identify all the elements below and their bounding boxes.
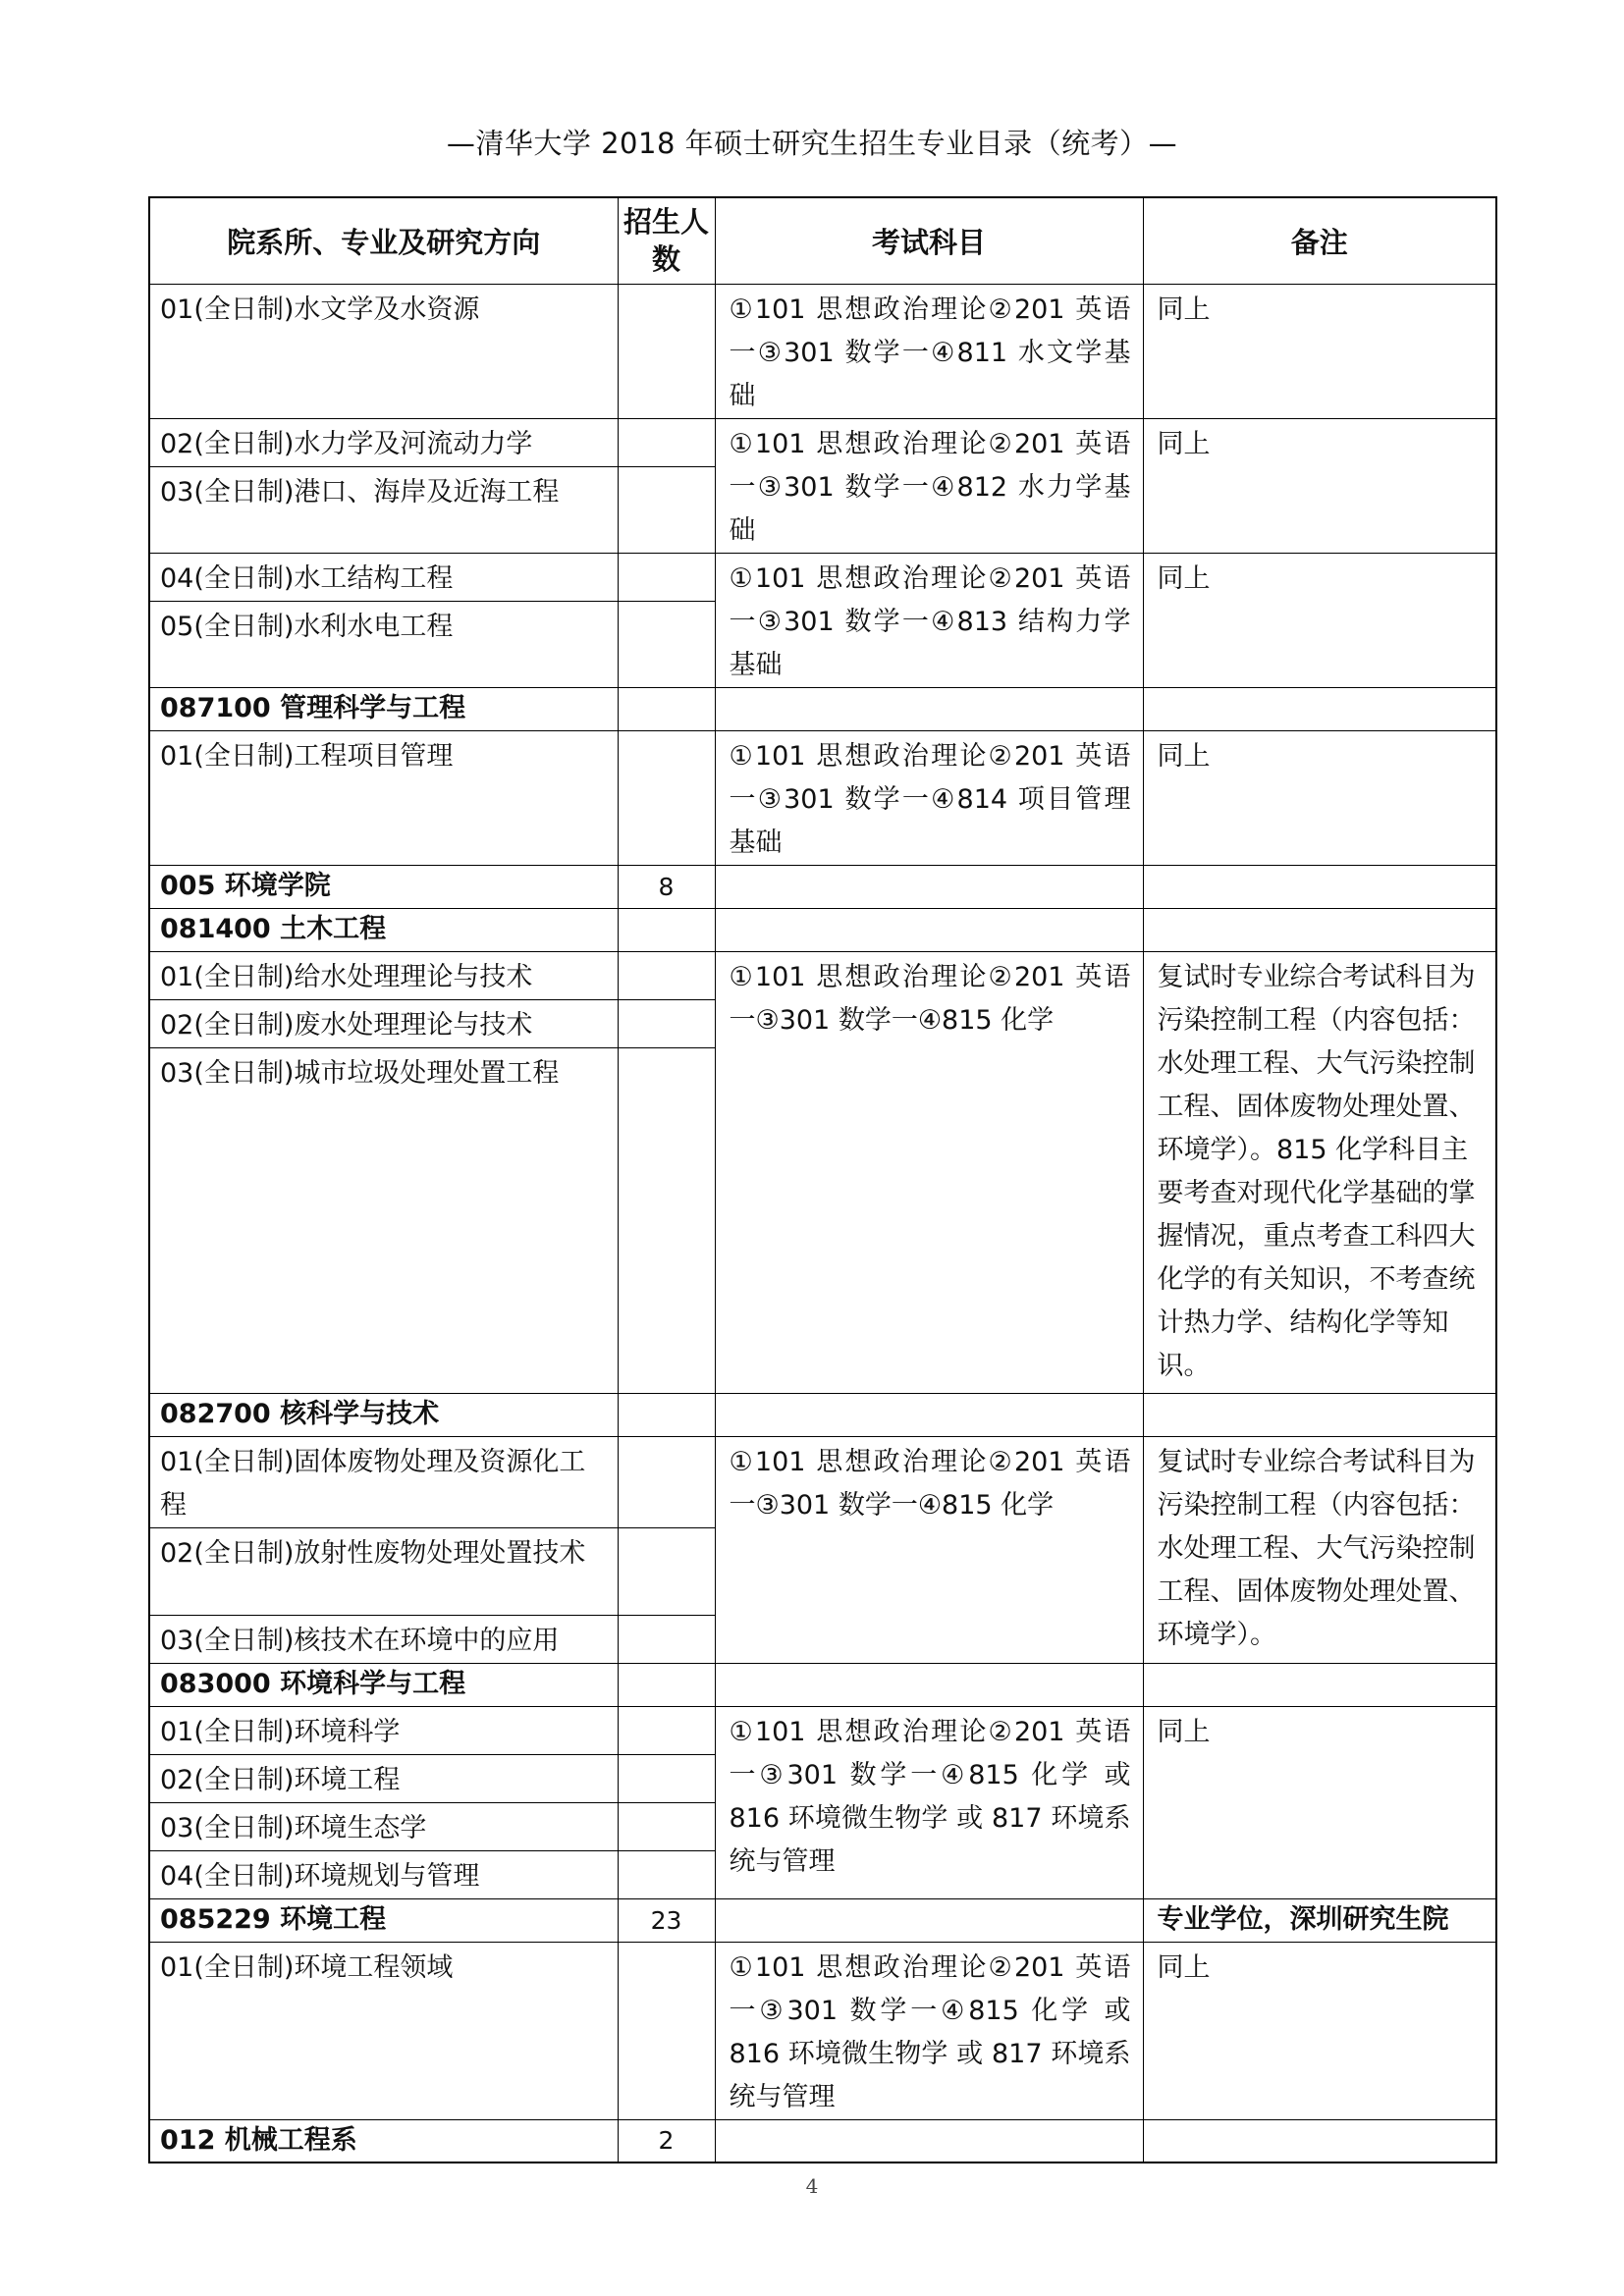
page-number: 4	[805, 2174, 819, 2198]
page-title: —清华大学 2018 年硕士研究生招生专业目录（统考）—	[446, 127, 1178, 160]
direction-cell: 03(全日制)城市垃圾处理处置工程	[149, 1047, 618, 1393]
remark-cell: 同上	[1143, 553, 1496, 687]
section-label: 087100 管理科学与工程	[149, 687, 618, 730]
direction-cell: 05(全日制)水利水电工程	[149, 602, 618, 687]
section-label: 083000 环境科学与工程	[149, 1663, 618, 1706]
section-label: 005 环境学院	[149, 865, 618, 908]
enrollment-cell	[618, 908, 715, 951]
exam-cell: ①101 思想政治理论②201 英语一③301 数学一④812 水力学基础	[715, 418, 1143, 553]
direction-cell: 04(全日制)环境规划与管理	[149, 1850, 618, 1898]
enrollment-cell	[618, 418, 715, 467]
section-label: 085229 环境工程	[149, 1898, 618, 1942]
table-row	[149, 730, 1496, 865]
remark-cell	[1143, 865, 1496, 908]
remark-cell: 同上	[1143, 1706, 1496, 1898]
remark-cell	[1143, 687, 1496, 730]
catalog-table	[148, 196, 1497, 2163]
enrollment-cell	[618, 1850, 715, 1898]
direction-cell: 02(全日制)废水处理理论与技术	[149, 999, 618, 1047]
section-label: 082700 核科学与技术	[149, 1393, 618, 1436]
table-row	[149, 284, 1496, 418]
enrollment-cell	[618, 1436, 715, 1527]
enrollment-count: 23	[618, 1898, 715, 1942]
section-row	[149, 1393, 1496, 1436]
enrollment-cell	[618, 1706, 715, 1754]
direction-cell: 01(全日制)环境科学	[149, 1706, 618, 1754]
section-row	[149, 865, 1496, 908]
direction-cell: 03(全日制)港口、海岸及近海工程	[149, 467, 618, 553]
table-row	[149, 951, 1496, 999]
section-label: 081400 土木工程	[149, 908, 618, 951]
enrollment-cell	[618, 1754, 715, 1802]
remark-cell: 同上	[1143, 418, 1496, 553]
enrollment-cell	[618, 1527, 715, 1615]
table-row	[149, 1436, 1496, 1527]
exam-cell	[715, 1898, 1143, 1942]
direction-cell: 01(全日制)工程项目管理	[149, 730, 618, 865]
enrollment-cell	[618, 1047, 715, 1393]
direction-cell: 02(全日制)水力学及河流动力学	[149, 418, 618, 467]
header-directions: 院系所、专业及研究方向	[149, 197, 618, 284]
section-row	[149, 1663, 1496, 1706]
enrollment-cell	[618, 687, 715, 730]
section-row	[149, 2119, 1496, 2163]
enrollment-count: 8	[618, 865, 715, 908]
exam-cell: ①101 思想政治理论②201 英语一③301 数学一④814 项目管理基础	[715, 730, 1143, 865]
enrollment-cell	[618, 1942, 715, 2119]
enrollment-cell	[618, 1615, 715, 1663]
remark-cell: 复试时专业综合考试科目为污染控制工程（内容包括：水处理工程、大气污染控制工程、固体废物处理处置、环境学）。815 化学科目主要考查对现代化学基础的掌握情况，重点考查工科四大化学的有关知识，不考查统计热力学、结构化学等知识。	[1143, 951, 1496, 1393]
exam-cell	[715, 865, 1143, 908]
direction-cell: 02(全日制)环境工程	[149, 1754, 618, 1802]
enrollment-cell	[618, 553, 715, 602]
direction-cell: 03(全日制)核技术在环境中的应用	[149, 1615, 618, 1663]
remark-cell	[1143, 908, 1496, 951]
enrollment-count: 2	[618, 2119, 715, 2163]
enrollment-cell	[618, 1802, 715, 1850]
direction-cell: 04(全日制)水工结构工程	[149, 553, 618, 602]
enrollment-cell	[618, 284, 715, 418]
table-row	[149, 1706, 1496, 1754]
remark-cell: 同上	[1143, 284, 1496, 418]
remark-cell	[1143, 2119, 1496, 2163]
exam-cell	[715, 1393, 1143, 1436]
table-row	[149, 418, 1496, 467]
exam-cell: ①101 思想政治理论②201 英语一③301 数学一④815 化学	[715, 1436, 1143, 1663]
direction-cell: 01(全日制)水文学及水资源	[149, 284, 618, 418]
exam-cell: ①101 思想政治理论②201 英语一③301 数学一④813 结构力学基础	[715, 553, 1143, 687]
exam-cell	[715, 2119, 1143, 2163]
exam-cell	[715, 687, 1143, 730]
remark-cell: 同上	[1143, 730, 1496, 865]
header-row	[149, 197, 1496, 284]
direction-cell: 02(全日制)放射性废物处理处置技术	[149, 1527, 618, 1615]
section-row	[149, 687, 1496, 730]
enrollment-cell	[618, 602, 715, 687]
table-row	[149, 553, 1496, 602]
remark-cell: 专业学位，深圳研究生院	[1143, 1898, 1496, 1942]
remark-cell: 同上	[1143, 1942, 1496, 2119]
exam-cell: ①101 思想政治理论②201 英语一③301 数学一④815 化学	[715, 951, 1143, 1393]
section-label: 012 机械工程系	[149, 2119, 618, 2163]
exam-cell: ①101 思想政治理论②201 英语一③301 数学一④815 化学 或 816 环境微生物学 或 817 环境系统与管理	[715, 1706, 1143, 1898]
remark-cell: 复试时专业综合考试科目为污染控制工程（内容包括：水处理工程、大气污染控制工程、固体废物处理处置、环境学）。	[1143, 1436, 1496, 1663]
header-enrollment: 招生人数	[618, 197, 715, 284]
enrollment-cell	[618, 1393, 715, 1436]
remark-cell	[1143, 1663, 1496, 1706]
exam-cell	[715, 1663, 1143, 1706]
direction-cell: 03(全日制)环境生态学	[149, 1802, 618, 1850]
section-row	[149, 908, 1496, 951]
enrollment-cell	[618, 951, 715, 999]
header-exam-subjects: 考试科目	[715, 197, 1143, 284]
remark-cell	[1143, 1393, 1496, 1436]
enrollment-cell	[618, 467, 715, 553]
enrollment-cell	[618, 730, 715, 865]
enrollment-cell	[618, 999, 715, 1047]
header-remarks: 备注	[1143, 197, 1496, 284]
section-row	[149, 1898, 1496, 1942]
direction-cell: 01(全日制)环境工程领域	[149, 1942, 618, 2119]
enrollment-cell	[618, 1663, 715, 1706]
table-row	[149, 1942, 1496, 2119]
exam-cell: ①101 思想政治理论②201 英语一③301 数学一④811 水文学基础	[715, 284, 1143, 418]
direction-cell: 01(全日制)给水处理理论与技术	[149, 951, 618, 999]
exam-cell	[715, 908, 1143, 951]
exam-cell: ①101 思想政治理论②201 英语一③301 数学一④815 化学 或 816 环境微生物学 或 817 环境系统与管理	[715, 1942, 1143, 2119]
direction-cell: 01(全日制)固体废物处理及资源化工程	[149, 1436, 618, 1527]
